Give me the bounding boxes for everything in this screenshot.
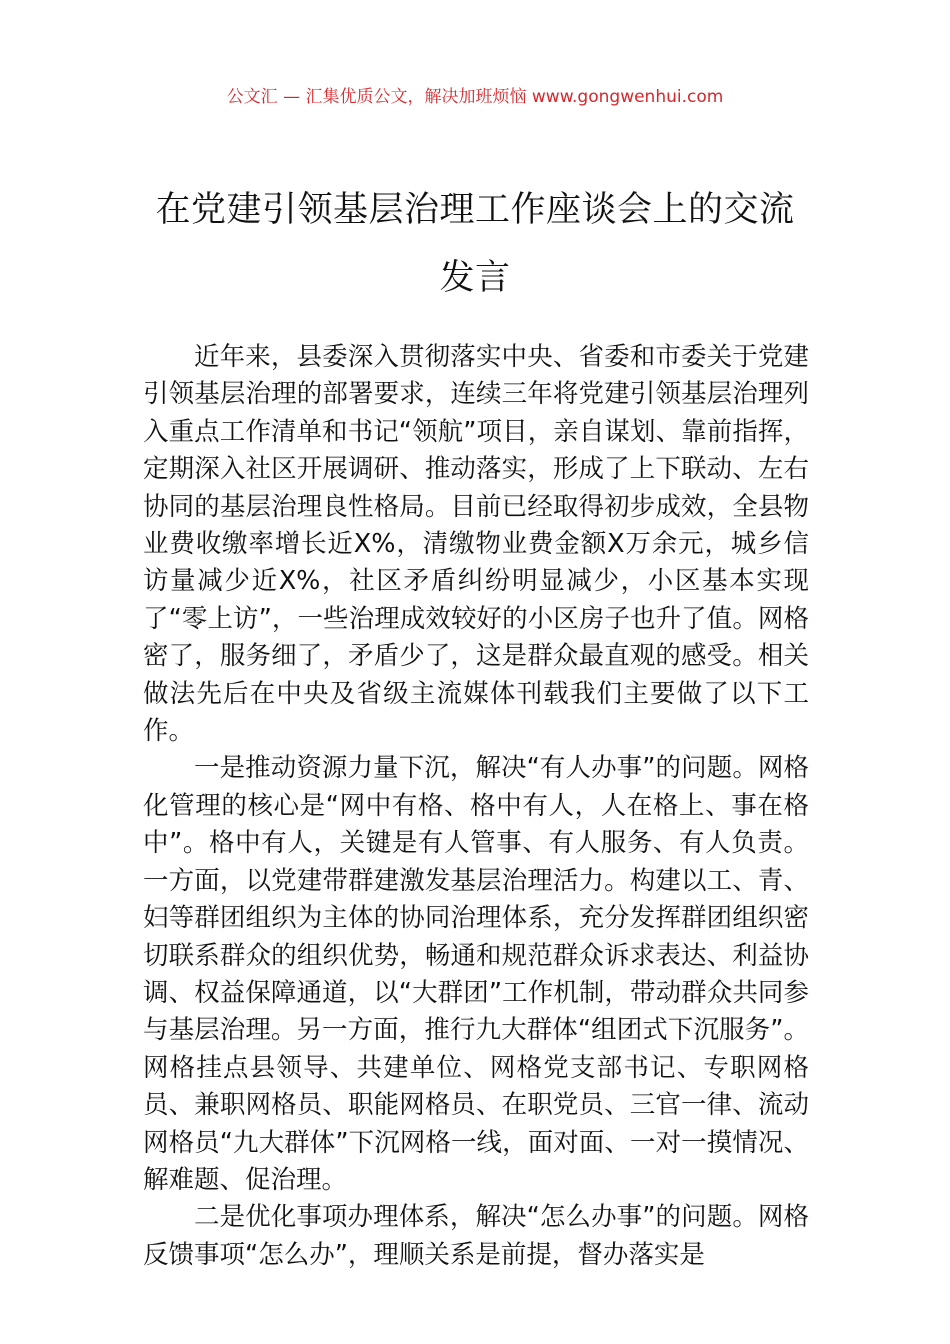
paragraph-intro: 近年来，县委深入贯彻落实中央、省委和市委关于党建引领基层治理的部署要求，连续三年将党建引领基层治理列入重点工作清单和书记“领航”项目，亲自谋划、靠前指挥，定期深入社区开展调研、推动落实，形成了上下联动、左右协同的基层治理良性格局。目前已经取得初步成效，全县物业费收缴率增长近X%，清缴物业费金额X万余元，城乡信访量减少近X%，社区矛盾纠纷明显减少，小区基本实现了“零上访”，一些治理成效较好的小区房子也升了值。网格密了，服务细了，矛盾少了，这是群众最直观的感受。相关做法先后在中央及省级主流媒体刊载我们主要做了以下工作。 — [143, 342, 809, 747]
document-title — [0, 176, 950, 312]
title-line-2: 发言 — [439, 258, 511, 298]
header-banner: 公文汇 — 汇集优质公文，解决加班烦恼 www.gongwenhui.com — [226, 87, 724, 107]
title-line-1: 在党建引领基层治理工作座谈会上的交流 — [155, 190, 795, 230]
paragraph-point-1: 一是推动资源力量下沉，解决“有人办事”的问题。网格化管理的核心是“网中有格、格中有人，人在格上、事在格中”。格中有人，关键是有人管事、有人服务、有人负责。一方面，以党建带群建激发基层治理活力。构建以工、青、妇等群团组织为主体的协同治理体系，充分发挥群团组织密切联系群众的组织优势，畅通和规范群众诉求表达、利益协调、权益保障通道，以“大群团”工作机制，带动群众共同参与基层治理。另一方面，推行九大群体“组团式下沉服务”。网格挂点县领导、共建单位、网格党支部书记、专职网格员、兼职网格员、职能网格员、在职党员、三官一律、流动网格员“九大群体”下沉网格一线，面对面、一对一摸情况、解难题、促治理。 — [143, 753, 809, 1195]
paragraph-point-2: 二是优化事项办理体系，解决“怎么办事”的问题。网格反馈事项“怎么办”，理顺关系是前提，督办落实是 — [143, 1202, 809, 1270]
document-body — [143, 339, 809, 1274]
